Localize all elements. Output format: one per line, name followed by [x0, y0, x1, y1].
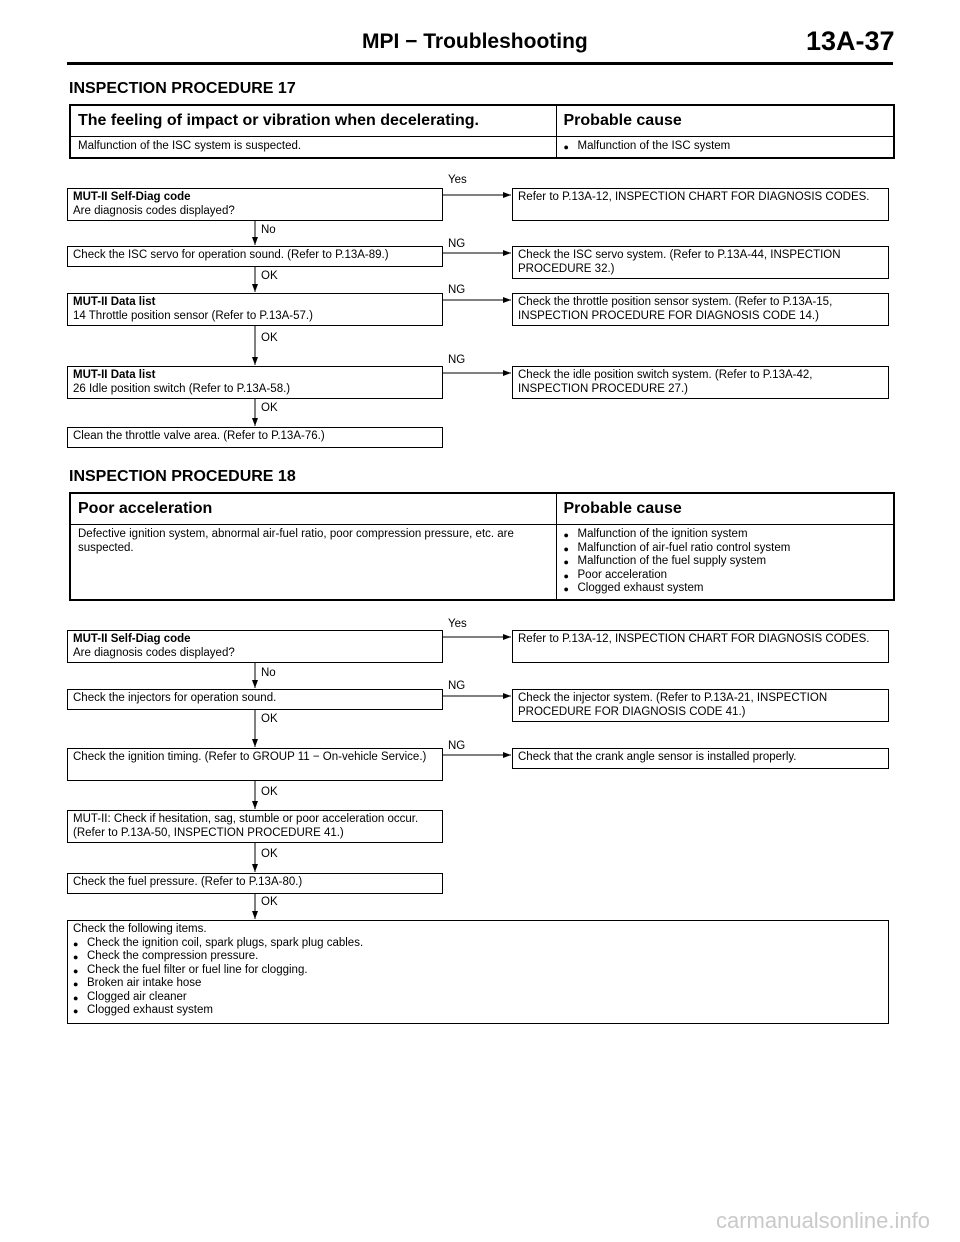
ok-label: OK — [261, 332, 278, 344]
p17-result-throttle-sensor: Check the throttle position sensor system. (Refer to P.13A-15, INSPECTION PROCEDURE FOR DIAGNOSIS CODE 14.) — [512, 293, 889, 326]
p18-step-hesitation: MUT-II: Check if hesitation, sag, stumble or poor acceleration occur. (Refer to P.13A-50, INSPECTION PROCEDURE 41.) — [67, 810, 443, 843]
p17-step-clean-throttle: Clean the throttle valve area. (Refer to P.13A-76.) — [67, 427, 443, 448]
watermark-footer: carmanualsonline.info — [715, 1208, 930, 1233]
step-text: Are diagnosis codes displayed? — [73, 204, 235, 217]
final-intro: Check the following items. — [73, 923, 207, 935]
probable-cause-header: Probable cause — [556, 105, 894, 137]
ok-label: OK — [261, 848, 278, 860]
step-text: 26 Idle position switch (Refer to P.13A-58.) — [73, 382, 291, 395]
symptom-header: Poor acceleration — [70, 493, 556, 525]
cause-item: ● Poor acceleration — [564, 569, 887, 583]
ok-label: OK — [261, 270, 278, 282]
ok-label: OK — [261, 786, 278, 798]
ok-label: OK — [261, 713, 278, 725]
p18-result-injector: Check the injector system. (Refer to P.13A-21, INSPECTION PROCEDURE FOR DIAGNOSIS CODE 41.) — [512, 689, 889, 722]
ok-label: OK — [261, 896, 278, 908]
cause-item: ● Malfunction of the ignition system — [564, 528, 887, 542]
step-bold-label: MUT-II Data list — [73, 369, 156, 381]
yes-label: Yes — [448, 618, 467, 630]
p18-step-ignition-timing: Check the ignition timing. (Refer to GROUP 11 − On-vehicle Service.) — [67, 748, 443, 781]
p17-result-isc-servo: Check the ISC servo system. (Refer to P.13A-44, INSPECTION PROCEDURE 32.) — [512, 246, 889, 279]
step-bold-label: MUT-II Data list — [73, 296, 156, 308]
ng-label: NG — [448, 238, 466, 250]
cause-item: ● Malfunction of air-fuel ratio control system — [564, 542, 887, 556]
ng-label: NG — [448, 284, 466, 296]
ng-label: NG — [448, 354, 466, 366]
final-item: ● Check the compression pressure. — [73, 950, 883, 964]
page-header-title: MPI − Troubleshooting — [362, 30, 588, 53]
p18-step-injectors: Check the injectors for operation sound. — [67, 689, 443, 710]
symptom-text: Malfunction of the ISC system is suspected. — [70, 137, 556, 158]
p18-step-fuel-pressure: Check the fuel pressure. (Refer to P.13A-80.) — [67, 873, 443, 894]
final-item: ● Clogged exhaust system — [73, 1004, 883, 1018]
final-item: ● Broken air intake hose — [73, 977, 883, 991]
step-text: 14 Throttle position sensor (Refer to P.13A-57.) — [73, 309, 313, 322]
procedure-18-title: INSPECTION PROCEDURE 18 — [69, 468, 296, 485]
page-number: 13A-37 — [806, 26, 895, 56]
cause-item: ● Malfunction of the fuel supply system — [564, 555, 887, 569]
p17-result-idle-switch: Check the idle position switch system. (Refer to P.13A-42, INSPECTION PROCEDURE 27.) — [512, 366, 889, 399]
procedure-17-title: INSPECTION PROCEDURE 17 — [69, 80, 296, 97]
ng-label: NG — [448, 740, 466, 752]
ok-label: OK — [261, 402, 278, 414]
final-item: ● Clogged air cleaner — [73, 991, 883, 1005]
step-bold-label: MUT-II Self-Diag code — [73, 191, 191, 203]
final-item: ● Check the fuel filter or fuel line for clogging. — [73, 964, 883, 978]
step-bold-label: MUT-II Self-Diag code — [73, 633, 191, 645]
probable-cause-header: Probable cause — [556, 493, 894, 525]
p18-result-diag-codes: Refer to P.13A-12, INSPECTION CHART FOR DIAGNOSIS CODES. — [512, 630, 889, 663]
no-label: No — [261, 224, 276, 236]
cause-item: ● Clogged exhaust system — [564, 582, 887, 596]
step-text: Are diagnosis codes displayed? — [73, 646, 235, 659]
no-label: No — [261, 667, 276, 679]
p18-result-crank-sensor: Check that the crank angle sensor is installed properly. — [512, 748, 889, 769]
ng-label: NG — [448, 680, 466, 692]
p17-step-isc-servo: Check the ISC servo for operation sound. (Refer to P.13A-89.) — [67, 246, 443, 267]
final-item: ● Check the ignition coil, spark plugs, spark plug cables. — [73, 937, 883, 951]
yes-label: Yes — [448, 174, 467, 186]
cause-item: ● Malfunction of the ISC system — [564, 140, 887, 154]
p17-result-diag-codes: Refer to P.13A-12, INSPECTION CHART FOR DIAGNOSIS CODES. — [512, 188, 889, 221]
symptom-text: Defective ignition system, abnormal air-fuel ratio, poor compression pressure, etc. are suspected. — [70, 525, 556, 600]
symptom-header: The feeling of impact or vibration when decelerating. — [70, 105, 556, 137]
